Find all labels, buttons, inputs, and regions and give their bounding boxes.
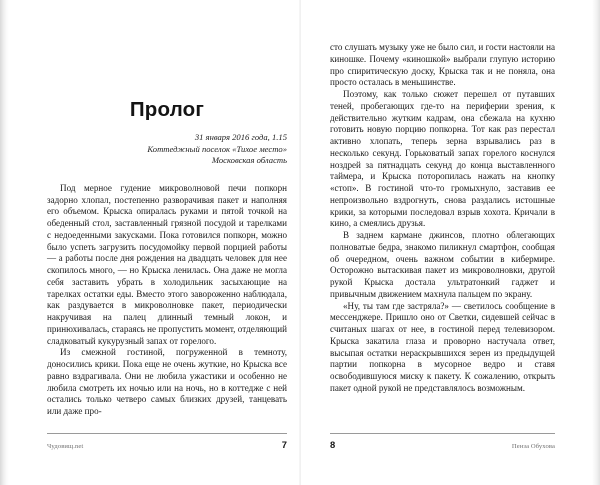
page-number: 7 <box>281 439 287 450</box>
right-page <box>300 0 600 485</box>
paragraph: «Ну, ты там где застряла?» — светилось сообщение в мессенджере. Пришло оно от Светки, сидевшей сейчас в считаных шагах от нее, в гостиной перед телевизором. Крыска закатила глаза и проворно настучала ответ, высыпая остатки нераскрывшихся зерен из предыдущей партии попкорна в мусорное ведро и ставя освободившуюся миску к пакету. К сожалению, открыть пакет одной рукой не представлялось возможным. <box>330 300 555 393</box>
left-page-footer <box>47 433 287 451</box>
footer-divider <box>47 433 287 434</box>
epigraph-line-place: Коттеджный поселок «Тихое место» <box>147 143 287 154</box>
paragraph: Под мерное гудение микроволновой печи попкорн задорно хлопал, постепенно разворачивая пакет и наполняя его объемом. Крыска опиралась руками и пятой точкой на обеденный стол, заставленный грязной посудой и тарелками с недоеденными закусками. Пока готовился попкорн, можно было успеть загрузить посудомойку первой порцией работы — а работы после дня рождения на двадцать человек для нее скопилось много, — но Крыска ленилась. Она даже не могла себя заставить убрать в холодильник засыхающие на тарелках остатки еды. Вместо этого завороженно наблюдала, как раздувается в микроволновке пакет, периодически накручивая на палец длинный темный локон, и принюхивалась, стараясь не пропустить момент, отделяющий сладковатый кукурузный запах от горелого. <box>47 182 287 346</box>
paragraph: Из смежной гостиной, погруженной в темноту, доносились крики. Пока еще не очень жуткие, но Крыска все равно вздрагивала. Они не любила ужастики и особенно не любила смотреть их ночью или на ночь, но в коттедже с ней остались только четверо самых близких друзей, танцевать или даже про- <box>47 347 287 417</box>
footer-row <box>47 439 287 450</box>
right-page-footer <box>330 433 555 451</box>
right-page-text <box>330 0 555 395</box>
left-page-text <box>47 183 287 418</box>
paragraph: сто слушать музыку уже не было сил, и гости настояли на киношке. Почему «киношкой» выбрали глупую историю про спиритическую доску, Крыска так и не поняла, она просто осталась в меньшинстве. <box>330 42 555 88</box>
page-number: 8 <box>330 439 336 450</box>
epigraph-line-date: 31 января 2016 года, 1.15 <box>194 132 287 142</box>
paragraph: Поэтому, как только сюжет перешел от путавших теней, пробегающих где-то на периферии зрения, к действительно жутким кадрам, она сбежала на кухню готовить новую порцию попкорна. Тот как раз перестал активно хлопать, теперь зерна взрывались раз в несколько секунд. Горьковатый запах горелого коснулся ноздрей за пятнадцать секунд до конца выставленного таймера, и Крыска поторопилась нажать на кнопку «стоп». В гостиной что-то громыхнуло, заставив ее непроизвольно вздрогнуть, снова раздались истошные крики, за которыми последовал взрыв хохота. Кричали в кино, а смеялись друзья. <box>330 89 555 229</box>
chapter-title: Пролог <box>129 98 205 121</box>
running-head: Пенза Обухова <box>511 443 555 450</box>
left-page-body <box>47 0 287 485</box>
running-head: Чудовищ.net <box>47 443 84 450</box>
footer-row <box>330 439 555 450</box>
footer-divider <box>330 433 555 434</box>
epigraph-line-region: Московская область <box>211 155 287 166</box>
right-page-body <box>330 0 555 485</box>
paragraph: В заднем кармане джинсов, плотно облегающих полноватые бедра, знакомо пиликнул смартфон, сообщая об очередном, очень важном событии в кибермире. Осторожно вытаскивая пакет из микроволновки, другой рукой Крыска достала ультратонкий гаджет и привычным движением махнула пальцем по экрану. <box>330 230 555 299</box>
epigraph <box>47 132 287 167</box>
